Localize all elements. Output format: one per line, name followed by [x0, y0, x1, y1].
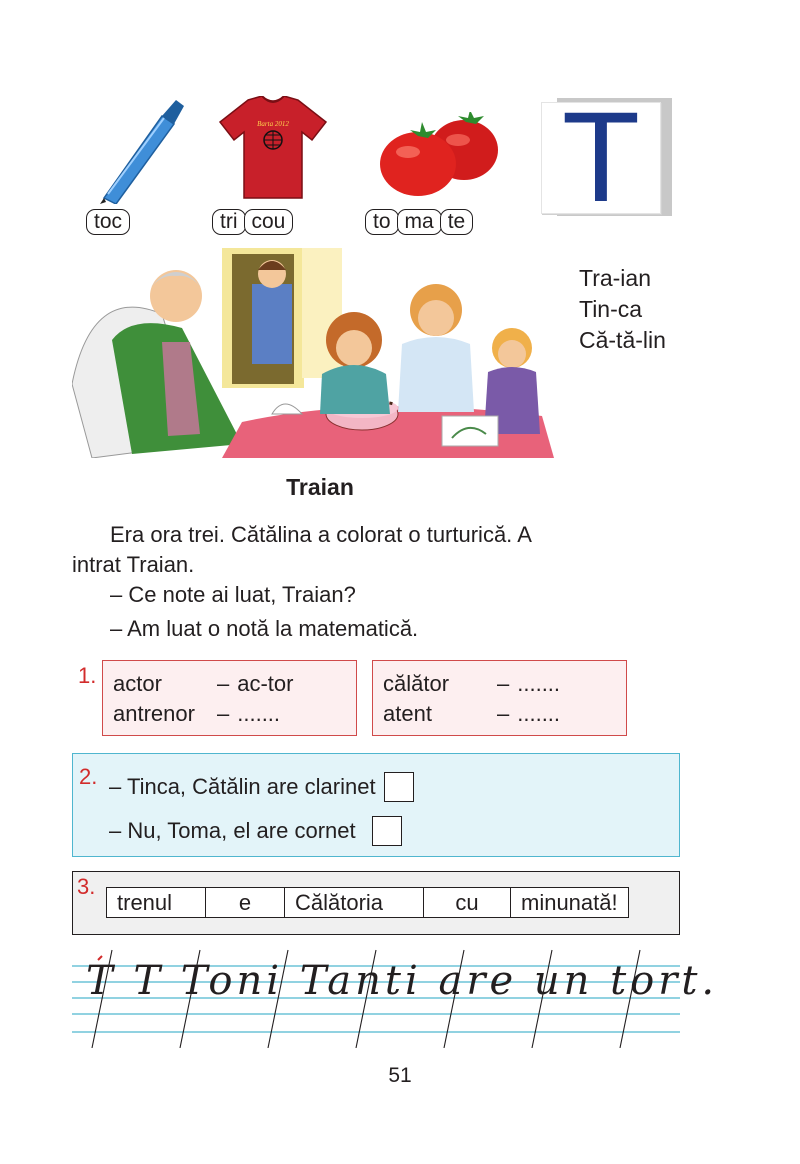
letter-card — [541, 86, 672, 229]
exercise-1-right-table — [383, 669, 568, 729]
exercise-2-text-1: – Tinca, Cătălin are clarinet — [109, 774, 376, 799]
family-scene-illustration — [72, 244, 554, 458]
exercise-row — [113, 669, 302, 699]
word-card[interactable]: cu — [424, 888, 511, 917]
exercise-word: actor — [113, 671, 162, 696]
exercise-row — [113, 699, 302, 729]
syllable: ma — [397, 209, 442, 235]
exercise-word: atent — [383, 701, 432, 726]
exercise-1-number: 1. — [78, 663, 97, 688]
names-list — [579, 263, 666, 356]
answer-checkbox[interactable] — [372, 816, 402, 846]
dialog-line-2: – Am luat o notă la matematică. — [110, 616, 419, 641]
letter-card-face — [541, 86, 661, 229]
word-card[interactable]: minunată! — [521, 890, 618, 915]
exercise-dash: – — [497, 701, 510, 726]
exercise-dash: – — [497, 671, 510, 696]
exercise-2-line-2 — [109, 816, 402, 846]
exercise-3-number: 3. — [77, 874, 96, 899]
tomatoes-illustration — [378, 112, 502, 198]
exercise-word: călător — [383, 671, 450, 696]
exercise-answer[interactable]: ....... — [237, 701, 281, 726]
story-line-1: Era ora trei. Cătălina a colorat o turturică. A — [110, 522, 532, 547]
exercise-1-left-box — [102, 660, 357, 736]
story-title: Traian — [286, 474, 354, 500]
exercise-row — [383, 699, 568, 729]
syllable: cou — [244, 209, 294, 235]
exercise-1-right-box — [372, 660, 627, 736]
handwriting-practice — [72, 948, 719, 1048]
syllable: toc — [86, 209, 130, 235]
pen-illustration — [96, 96, 188, 204]
word-card[interactable]: trenul — [107, 888, 206, 917]
word-card[interactable]: Călătoria — [285, 888, 424, 917]
exercise-2-box — [72, 753, 680, 857]
syllable: tri — [212, 209, 246, 235]
letter-glyph: T — [561, 86, 641, 229]
exercise-row — [383, 669, 568, 699]
story-line-2: intrat Traian. — [72, 552, 195, 577]
exercise-2-line-1 — [109, 772, 414, 802]
syllable: te — [440, 209, 474, 235]
syllables-tricou — [212, 209, 291, 235]
exercise-answer[interactable]: ....... — [517, 701, 561, 726]
syllables-tomate — [365, 209, 471, 235]
exercise-dash: – — [217, 701, 230, 726]
name-item: Tra-ian — [579, 265, 651, 291]
syllable: to — [365, 209, 399, 235]
answer-checkbox[interactable] — [384, 772, 414, 802]
dialog-line-1: – Ce note ai luat, Traian? — [110, 582, 356, 607]
exercise-answer[interactable]: ....... — [517, 671, 561, 696]
exercise-2-number: 2. — [79, 764, 98, 789]
exercise-1-left-table — [113, 669, 302, 729]
name-item: Tin-ca — [579, 296, 643, 322]
exercise-dash: – — [217, 671, 230, 696]
exercise-2-text-2: – Nu, Toma, el are cornet — [109, 818, 356, 843]
word-cards-row — [106, 887, 629, 918]
tshirt-print-text: Barta 2012 — [257, 120, 289, 128]
page-number: 51 — [388, 1064, 412, 1087]
exercise-answer: ac-tor — [237, 671, 294, 696]
tshirt-illustration — [218, 96, 328, 200]
handwriting-text: T T Toni Tanti are un tort. — [86, 958, 719, 1004]
word-card[interactable]: e — [206, 888, 285, 917]
syllables-toc — [86, 209, 128, 235]
exercise-word: antrenor — [113, 701, 195, 726]
name-item: Că-tă-lin — [579, 327, 666, 353]
